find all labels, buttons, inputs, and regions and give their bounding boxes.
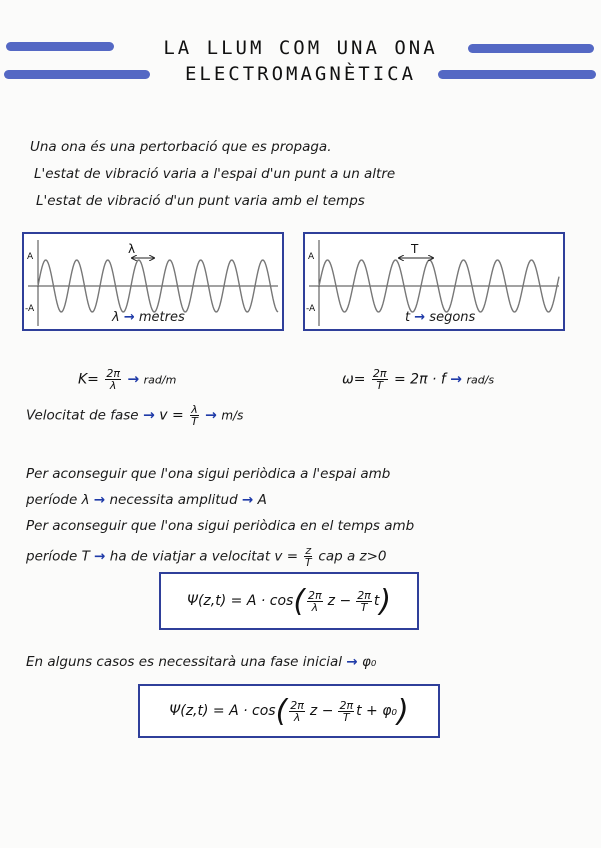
eq2-frac2 <box>338 700 354 723</box>
w-lhs: ω= <box>342 371 366 388</box>
para-line-4b: ha de viatjar a velocitat v = <box>109 548 299 565</box>
right-paren: ) <box>379 583 392 619</box>
k-fraction <box>105 368 121 391</box>
eq2-end: t + φ₀ <box>356 703 398 719</box>
initial-phase-symbol: φ₀ <box>361 654 377 670</box>
para-line-2c: A <box>257 492 267 508</box>
eq1-d1: λ <box>311 600 319 614</box>
k-den: λ <box>109 379 117 392</box>
para-line-2 <box>26 492 267 508</box>
w-rhs: = 2π · f <box>394 371 446 388</box>
eq2-d2: T <box>342 710 350 724</box>
eq1-frac2 <box>356 590 372 613</box>
para-line-3: Per aconseguir que l'ona sigui periòdica en el temps amb <box>26 518 415 534</box>
para-4-den: T <box>304 556 312 569</box>
wave-space-amp-neg: -A <box>25 304 35 314</box>
eq2-mid: z − <box>309 703 334 719</box>
eq2-frac1 <box>289 700 305 723</box>
k-unit: rad/m <box>143 373 177 387</box>
eq2-n2: 2π <box>339 698 354 712</box>
eq2-lhs: Ψ(z,t) = A · cos <box>169 703 276 719</box>
intro-line-2: L'estat de vibració varia a l'espai d'un punt a un altre <box>34 166 396 182</box>
para-line-4a: període T <box>26 548 90 565</box>
wave-space-period-label: λ <box>128 242 136 256</box>
para-line-2a: període λ <box>26 492 90 508</box>
wave-time-period-label: T <box>411 242 419 256</box>
wave-time-amp-pos: A <box>308 252 315 262</box>
wave-space-caption-var: λ <box>112 310 120 325</box>
arrow-icon: → <box>414 310 426 325</box>
para-line-1: Per aconseguir que l'ona sigui periòdica a l'espai amb <box>26 466 391 482</box>
phase-velocity-line <box>26 404 243 427</box>
eq1-n1: 2π <box>308 588 322 602</box>
v-unit: m/s <box>221 408 244 423</box>
wave-time-caption-var: t <box>405 310 411 325</box>
eq1-d2: T <box>360 600 368 614</box>
eq1-mid: z − <box>327 593 352 609</box>
wave-space-caption <box>112 310 185 325</box>
intro-line-1: Una ona és una pertorbació que es propaga. <box>30 139 332 155</box>
w-unit: rad/s <box>466 373 495 387</box>
velocity-fraction <box>304 545 312 568</box>
para-line-2b: necessita amplitud <box>109 492 238 508</box>
v-den: T <box>191 415 198 428</box>
wave-space-amp-pos: A <box>27 252 34 262</box>
page-title-line1: LA LLUM COM UNA ONA <box>163 37 438 59</box>
w-num: 2π <box>372 367 387 380</box>
v-fraction <box>190 404 199 427</box>
eq1-lhs: Ψ(z,t) = A · cos <box>186 593 294 609</box>
arrow-icon: → <box>205 407 217 424</box>
arrow-icon: → <box>94 548 106 565</box>
w-den: T <box>376 379 384 392</box>
left-paren: ( <box>293 583 306 619</box>
phase-velocity-label: Velocitat de fase <box>26 407 139 424</box>
arrow-icon: → <box>127 371 140 388</box>
arrow-icon: → <box>346 654 358 670</box>
para-line-4c: cap a z>0 <box>318 548 387 565</box>
k-num: 2π <box>106 367 120 380</box>
wave-space-caption-unit: metres <box>138 310 185 325</box>
wave-time-caption <box>405 310 475 325</box>
angular-frequency-formula <box>342 368 494 391</box>
page-title-line2: ELECTROMAGNÈTICA <box>184 63 417 85</box>
eq1-end: t <box>373 593 380 609</box>
para-line-4 <box>26 545 387 568</box>
eq2-n1: 2π <box>290 698 304 712</box>
k-lhs: K= <box>78 371 99 388</box>
wave-equation-phase-box <box>138 684 440 738</box>
para-4-num: z <box>305 544 312 557</box>
wave-graph-time <box>303 232 565 331</box>
arrow-icon: → <box>93 492 106 508</box>
eq2-d1: λ <box>293 710 301 724</box>
eq1-frac1 <box>307 590 323 613</box>
v-num: λ <box>191 403 198 416</box>
wave-time-amp-neg: -A <box>306 304 316 314</box>
eq1-n2: 2π <box>357 588 371 602</box>
initial-phase-text: En alguns casos es necessitarà una fase inicial <box>26 654 343 670</box>
right-paren: ) <box>397 693 409 729</box>
left-paren: ( <box>275 693 288 729</box>
arrow-icon: → <box>123 310 135 325</box>
wavenumber-formula <box>78 368 176 391</box>
arrow-icon: → <box>241 492 254 508</box>
arrow-icon: → <box>450 371 462 388</box>
wave-equation-box <box>159 572 419 630</box>
arrow-icon: → <box>143 407 155 424</box>
w-fraction <box>372 368 388 391</box>
wave-time-caption-unit: segons <box>429 310 476 325</box>
v-lhs: v = <box>159 407 184 424</box>
initial-phase-line <box>26 654 376 670</box>
wave-graph-space <box>22 232 284 331</box>
intro-line-3: L'estat de vibració d'un punt varia amb el temps <box>36 193 365 209</box>
